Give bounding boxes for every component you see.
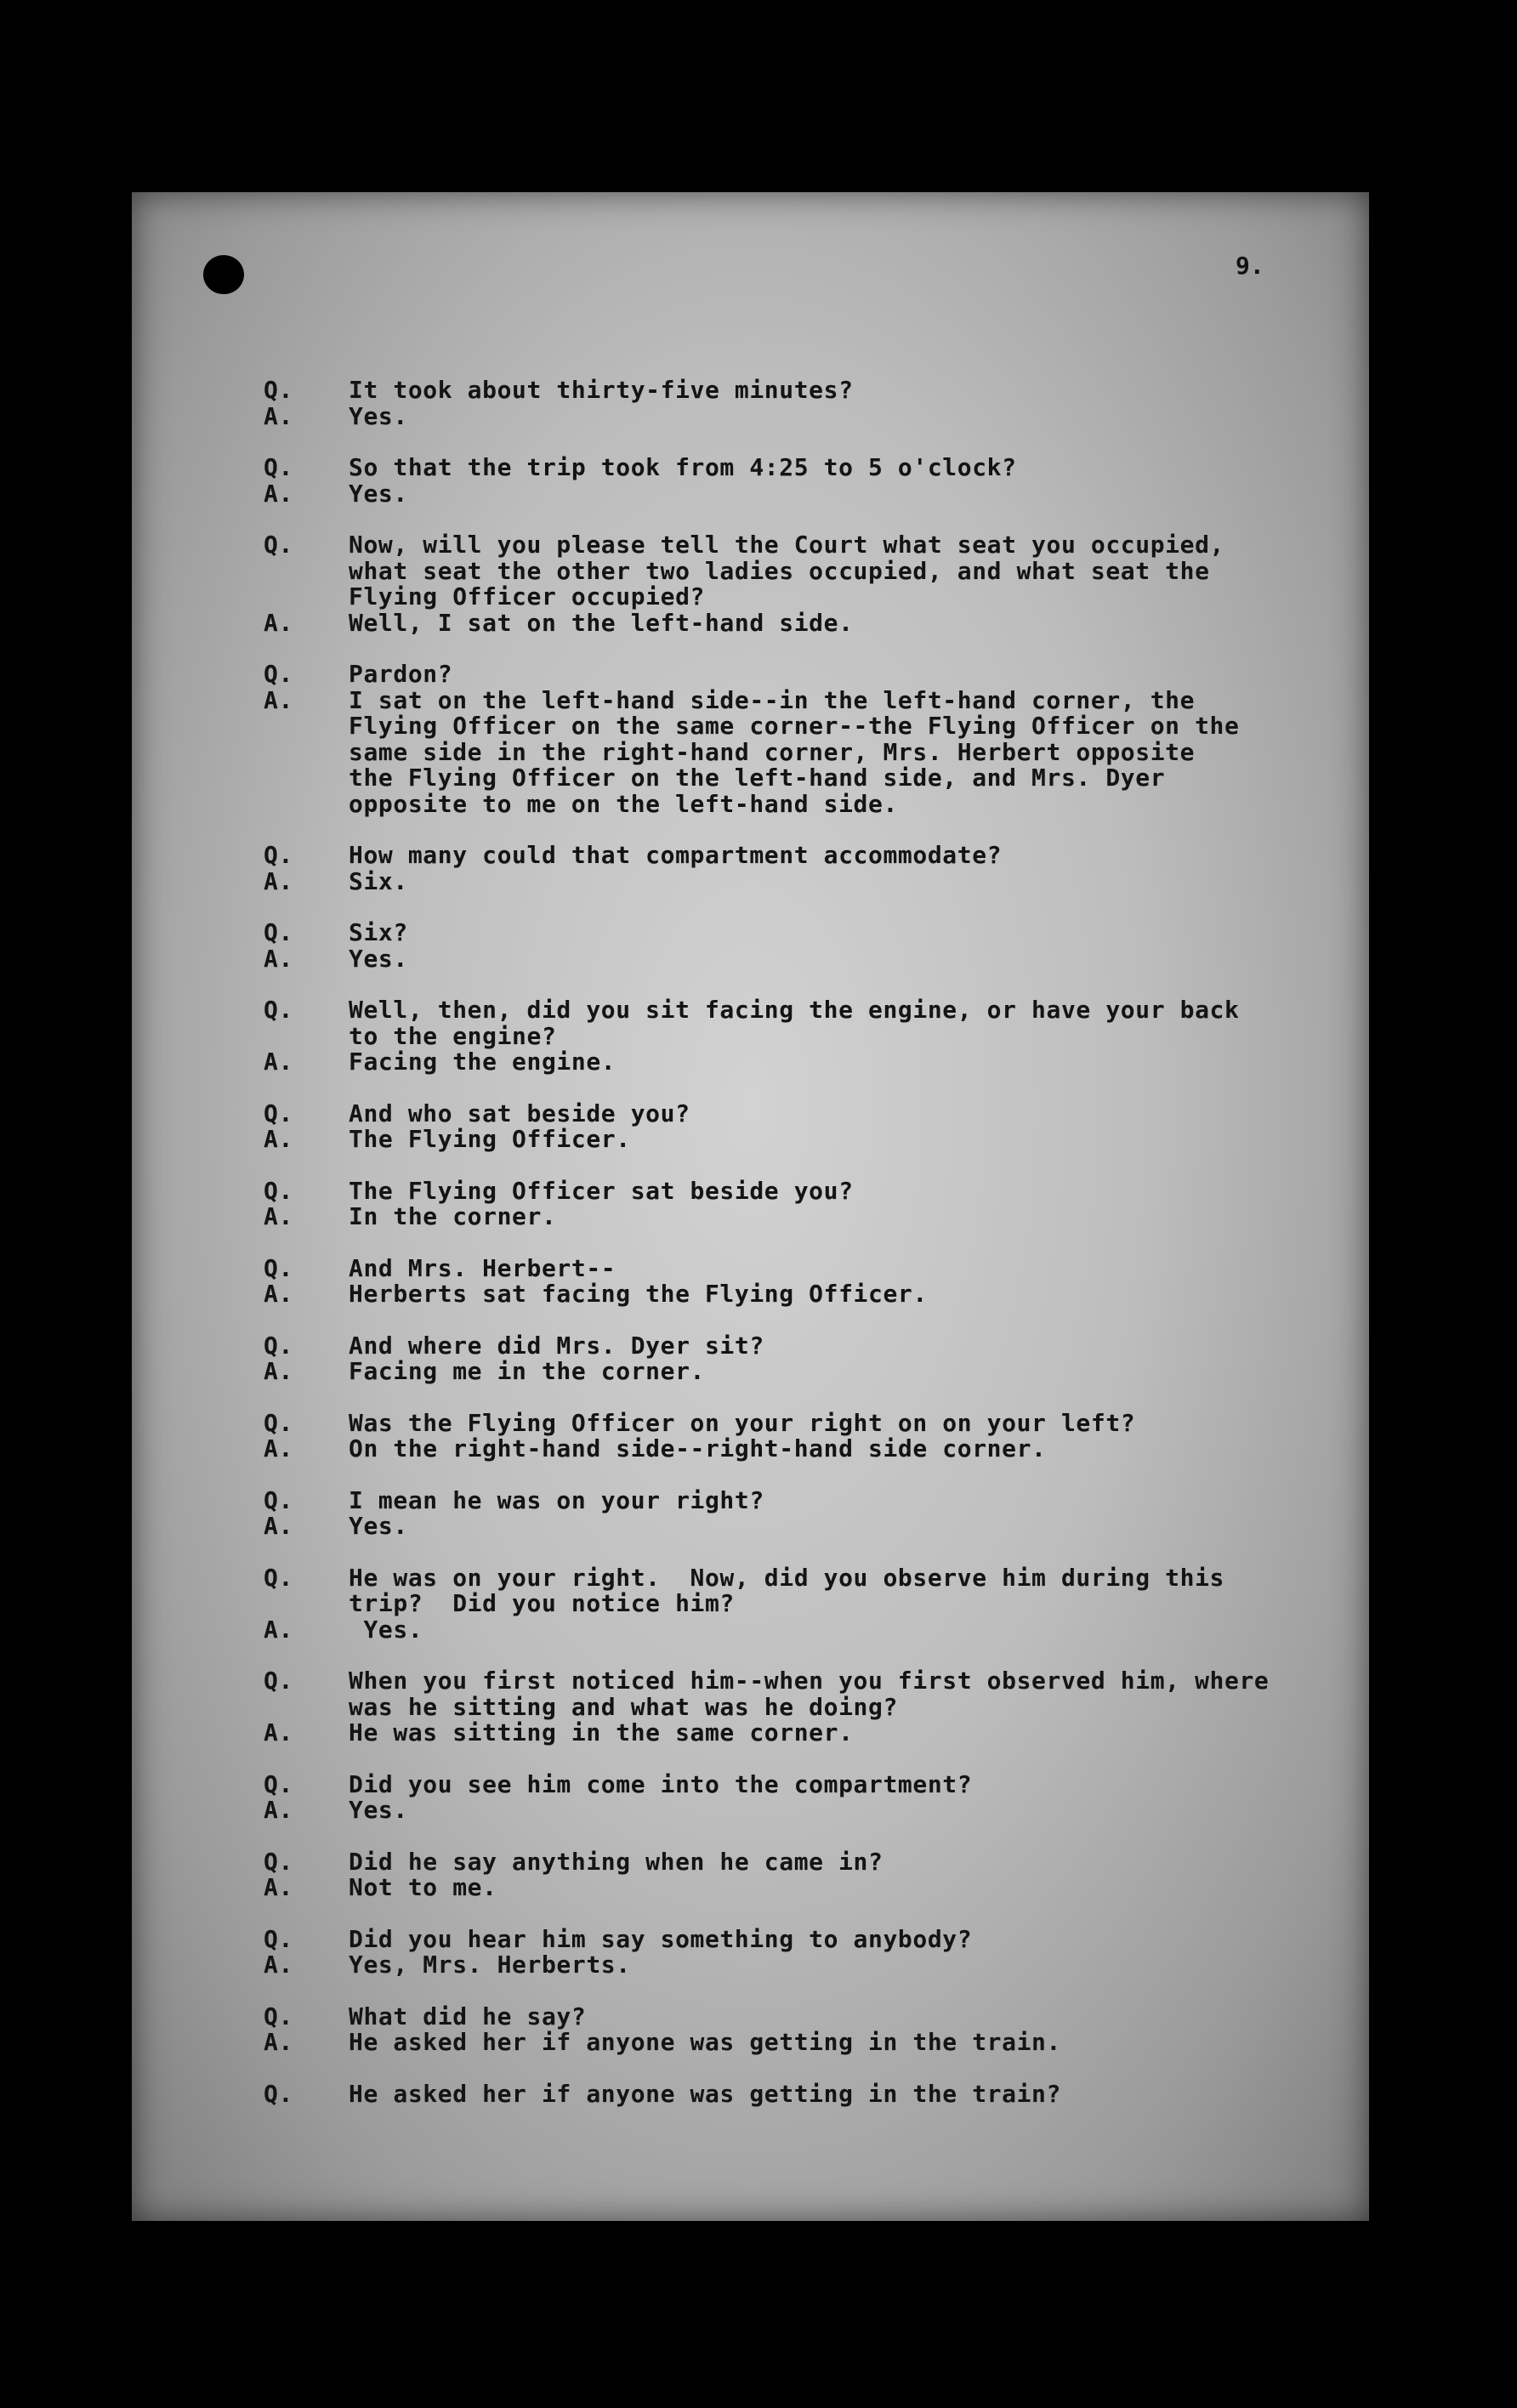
testimony-text: He was sitting in the same corner.: [349, 1718, 854, 1746]
answer-line: [132, 1049, 1369, 1076]
testimony-text: Yes.: [349, 479, 408, 508]
question-line: [132, 455, 1369, 481]
page-number: 9.: [1236, 252, 1264, 280]
testimony-text: And where did Mrs. Dyer sit?: [349, 1331, 764, 1360]
testimony-text: Did he say anything when he came in?: [349, 1847, 883, 1876]
speaker-label: A.: [264, 608, 293, 637]
testimony-text: Was the Flying Officer on your right on on your left?: [349, 1408, 1136, 1437]
testimony-text: So that the trip took from 4:25 to 5 o'clock?: [349, 453, 1017, 481]
question-line: [132, 1692, 1369, 1721]
testimony-text: Well, then, did you sit facing the engine, or have your back: [349, 996, 1240, 1024]
testimony-text: Six.: [349, 866, 408, 895]
question-line: [132, 1253, 1369, 1282]
answer-line: [132, 1952, 1369, 1979]
testimony-text: It took about thirty-five minutes?: [349, 376, 854, 404]
question-line: [132, 584, 1369, 611]
testimony-text: Flying Officer occupied?: [349, 582, 705, 611]
answer-line: [132, 1359, 1369, 1385]
testimony-text: And Mrs. Herbert--: [349, 1253, 616, 1282]
speaker-label: A.: [264, 1615, 293, 1644]
speaker-label: [264, 559, 349, 585]
testimony-text: Yes, Mrs. Herberts.: [349, 1951, 631, 1979]
testimony-text: Well, I sat on the left-hand side.: [349, 608, 854, 637]
speaker-label: Q.: [264, 376, 293, 404]
question-line: [132, 378, 1369, 404]
testimony-text: same side in the right-hand corner, Mrs. Herbert opposite: [349, 737, 1196, 766]
question-line: [132, 532, 1369, 559]
speaker-label: A.: [264, 1951, 293, 1979]
speaker-label: A.: [264, 1512, 293, 1540]
speaker-label: Q.: [264, 660, 293, 688]
answer-line: [132, 2030, 1369, 2056]
testimony-text: Did you hear him say something to anybody?: [349, 1924, 973, 1953]
speaker-label: A.: [264, 1796, 293, 1824]
speaker-label: Q.: [264, 1099, 293, 1127]
speaker-label: A.: [264, 1280, 293, 1308]
speaker-label: Q.: [264, 996, 293, 1024]
answer-line: [132, 1797, 1369, 1824]
speaker-label: Q.: [264, 531, 293, 559]
question-line: [132, 1178, 1369, 1205]
testimony-text: I mean he was on your right?: [349, 1485, 764, 1514]
testimony-text: was he sitting and what was he doing?: [349, 1692, 898, 1721]
testimony-text: Yes.: [349, 944, 408, 973]
question-line: [132, 1591, 1369, 1617]
question-line: [132, 1021, 1369, 1050]
question-line: [132, 1668, 1369, 1695]
testimony-text: Yes.: [349, 1615, 423, 1644]
speaker-label: Q.: [264, 1769, 293, 1798]
question-line: [132, 920, 1369, 946]
testimony-text: On the right-hand side--right-hand side corner.: [349, 1434, 1047, 1462]
answer-line: [132, 713, 1369, 740]
speaker-label: A.: [264, 2028, 293, 2056]
testimony-text: opposite to me on the left-hand side.: [349, 789, 898, 818]
speaker-label: Q.: [264, 1253, 293, 1282]
testimony-text: He asked her if anyone was getting in the train.: [349, 2028, 1061, 2056]
testimony-text: The Flying Officer.: [349, 1125, 631, 1153]
answer-line: [132, 1617, 1369, 1644]
speaker-label: A.: [264, 1357, 293, 1385]
testimony-text: Now, will you please tell the Court what seat you occupied,: [349, 531, 1224, 559]
document-page: [132, 192, 1369, 2221]
question-line: [132, 556, 1369, 585]
question-line: [132, 662, 1369, 688]
answer-line: [132, 946, 1369, 973]
testimony-text: Facing me in the corner.: [349, 1357, 705, 1385]
question-line: [132, 843, 1369, 869]
speaker-label: Q.: [264, 1176, 293, 1205]
question-line: [132, 1485, 1369, 1514]
testimony-text: Flying Officer on the same corner--the Flying Officer on the: [349, 712, 1240, 740]
speaker-label: A.: [264, 685, 293, 714]
testimony-text: Not to me.: [349, 1873, 497, 1901]
question-line: [132, 1769, 1369, 1798]
question-line: [132, 997, 1369, 1024]
answer-line: [132, 1514, 1369, 1540]
speaker-label: [264, 740, 349, 766]
testimony-text: He was on your right. Now, did you observe him during this: [349, 1563, 1224, 1592]
speaker-label: A.: [264, 1202, 293, 1230]
speaker-label: Q.: [264, 1667, 293, 1695]
testimony-text: In the corner.: [349, 1202, 557, 1230]
speaker-label: A.: [264, 866, 293, 895]
answer-line: [132, 1875, 1369, 1901]
testimony-text: What did he say?: [349, 2002, 587, 2030]
answer-line: [132, 1281, 1369, 1308]
speaker-label: Q.: [264, 1485, 293, 1514]
answer-line: [132, 1127, 1369, 1153]
speaker-label: A.: [264, 1873, 293, 1901]
answer-line: [132, 608, 1369, 637]
speaker-label: Q.: [264, 1408, 293, 1437]
punch-hole: [203, 255, 244, 294]
testimony-text: trip? Did you notice him?: [349, 1589, 735, 1617]
speaker-label: [264, 584, 349, 611]
question-line: [132, 2081, 1369, 2108]
speaker-label: Q.: [264, 918, 293, 946]
speaker-label: A.: [264, 1125, 293, 1153]
testimony-text: Herberts sat facing the Flying Officer.: [349, 1280, 928, 1308]
speaker-label: Q.: [264, 2079, 293, 2108]
speaker-label: A.: [264, 1048, 293, 1076]
answer-line: [132, 1720, 1369, 1746]
question-line: [132, 1565, 1369, 1592]
speaker-label: Q.: [264, 1924, 293, 1953]
testimony-text: Six?: [349, 918, 408, 946]
speaker-label: [264, 1591, 349, 1617]
speaker-label: A.: [264, 401, 293, 430]
speaker-label: Q.: [264, 2002, 293, 2030]
answer-line: [132, 866, 1369, 895]
testimony-text: Pardon?: [349, 660, 453, 688]
question-line: [132, 2004, 1369, 2030]
transcript: [132, 378, 1369, 2107]
testimony-text: I sat on the left-hand side--in the left-hand corner, the: [349, 685, 1196, 714]
testimony-text: what seat the other two ladies occupied, and what seat the: [349, 556, 1210, 585]
speaker-label: A.: [264, 944, 293, 973]
answer-line: [132, 765, 1369, 792]
answer-line: [132, 1204, 1369, 1230]
speaker-label: Q.: [264, 453, 293, 481]
speaker-label: Q.: [264, 1563, 293, 1592]
speaker-label: A.: [264, 479, 293, 508]
answer-line: [132, 1436, 1369, 1462]
testimony-text: When you first noticed him--when you first observed him, where: [349, 1667, 1270, 1695]
testimony-text: The Flying Officer sat beside you?: [349, 1176, 854, 1205]
speaker-label: [264, 713, 349, 740]
testimony-text: How many could that compartment accommodate?: [349, 841, 1003, 869]
answer-line: [132, 481, 1369, 508]
speaker-label: [264, 1695, 349, 1721]
answer-line: [132, 737, 1369, 766]
testimony-text: And who sat beside you?: [349, 1099, 690, 1127]
question-line: [132, 1849, 1369, 1876]
testimony-text: He asked her if anyone was getting in the train?: [349, 2079, 1061, 2108]
question-line: [132, 1333, 1369, 1360]
speaker-label: [264, 792, 349, 818]
speaker-label: A.: [264, 1718, 293, 1746]
speaker-label: Q.: [264, 841, 293, 869]
testimony-text: Yes.: [349, 1796, 408, 1824]
question-line: [132, 1101, 1369, 1127]
answer-line: [132, 401, 1369, 430]
testimony-text: Facing the engine.: [349, 1048, 616, 1076]
testimony-text: Did you see him come into the compartment?: [349, 1769, 973, 1798]
speaker-label: [264, 1024, 349, 1050]
speaker-label: [264, 765, 349, 792]
answer-line: [132, 789, 1369, 818]
speaker-label: Q.: [264, 1847, 293, 1876]
speaker-label: Q.: [264, 1331, 293, 1360]
answer-line: [132, 685, 1369, 714]
testimony-text: the Flying Officer on the left-hand side, and Mrs. Dyer: [349, 764, 1166, 792]
testimony-text: Yes.: [349, 401, 408, 430]
speaker-label: A.: [264, 1434, 293, 1462]
testimony-text: to the engine?: [349, 1021, 557, 1050]
testimony-text: Yes.: [349, 1512, 408, 1540]
question-line: [132, 1924, 1369, 1953]
question-line: [132, 1408, 1369, 1437]
